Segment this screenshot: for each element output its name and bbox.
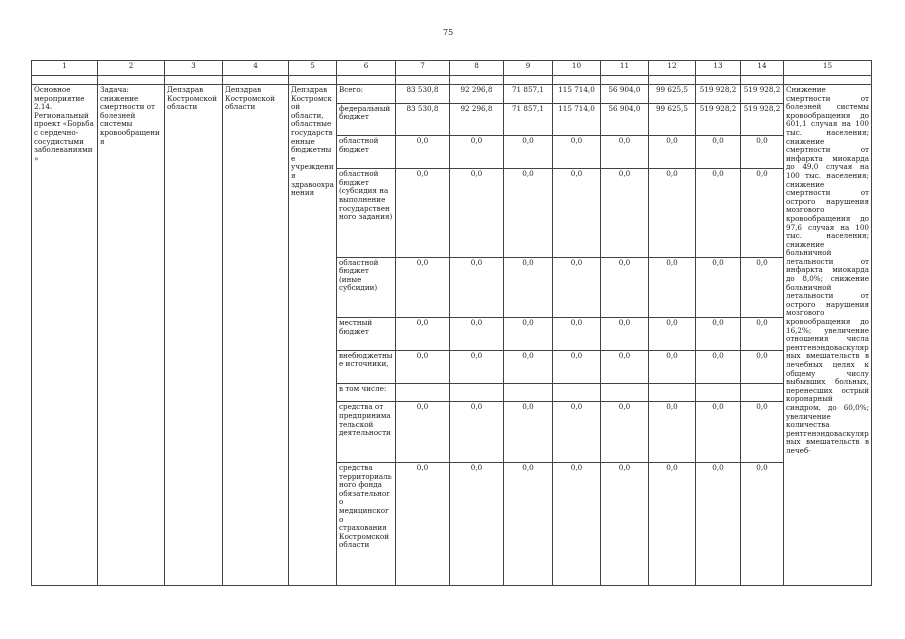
table-row	[32, 85, 872, 104]
value-cell: 56 904,0	[601, 85, 649, 104]
value-cell: 0,0	[649, 136, 696, 169]
source-label: внебюджетные источники,	[337, 350, 396, 383]
source-label: областной бюджет (иные субсидии)	[337, 257, 396, 318]
value-cell: 0,0	[450, 350, 504, 383]
value-cell	[741, 383, 784, 402]
header-cell: 6	[337, 61, 396, 76]
result-cell: Снижение смертности от болезней системы кровообращения до 601,1 случая на 100 тыс. населения; снижение смертности от инфаркта миокарда до 49,0 случая на 100 тыс. населения; снижение смертности от острого нарушения мозгового кровообращения до 97,6 случая на 100 тыс. населения; снижение больничной летальности от инфаркта миокарда до 8,0%; снижение больничной летальности от острого нарушения мозгового кровообращения до 16,2%; увеличение отношения числа рентгенэндоваскулярных вмешательств в лечебных целях к общему числу выбывших больных, перенесших острый коронарный синдром, до 60,0%; увеличение количества рентгенэндоваскулярных вмешательств в лечеб-	[784, 85, 872, 586]
value-cell: 0,0	[396, 402, 450, 463]
value-cell: 0,0	[741, 350, 784, 383]
value-cell: 92 296,8	[450, 85, 504, 104]
value-cell: 0,0	[741, 169, 784, 257]
value-cell: 0,0	[601, 257, 649, 318]
value-cell: 0,0	[649, 350, 696, 383]
value-cell: 0,0	[396, 136, 450, 169]
value-cell: 0,0	[504, 463, 553, 586]
value-cell: 0,0	[696, 318, 741, 351]
header-cell: 15	[784, 61, 872, 76]
value-cell: 0,0	[741, 257, 784, 318]
value-cell	[553, 383, 601, 402]
value-cell: 0,0	[741, 402, 784, 463]
value-cell: 0,0	[601, 169, 649, 257]
value-cell: 0,0	[649, 402, 696, 463]
value-cell: 0,0	[553, 318, 601, 351]
coordinator-cell: Депздрав Костромской области	[223, 85, 289, 586]
value-cell: 0,0	[504, 136, 553, 169]
activity-cell: Основное мероприятие 2.14. Региональный проект «Борьба с сердечно-сосудистыми заболеваниями»	[32, 85, 98, 586]
source-label: местный бюджет	[337, 318, 396, 351]
value-cell: 71 857,1	[504, 103, 553, 136]
value-cell	[450, 383, 504, 402]
header-cell: 4	[223, 61, 289, 76]
value-cell: 0,0	[553, 463, 601, 586]
source-label: Всего:	[337, 85, 396, 104]
header-row	[32, 61, 872, 76]
value-cell: 0,0	[696, 169, 741, 257]
value-cell: 0,0	[396, 350, 450, 383]
value-cell: 0,0	[601, 318, 649, 351]
source-label: областной бюджет (субсидия на выполнение государственного задания)	[337, 169, 396, 257]
executor-cell: Депздрав Костромской области	[165, 85, 223, 586]
spacer-row	[32, 76, 872, 85]
value-cell: 0,0	[450, 169, 504, 257]
value-cell: 0,0	[504, 402, 553, 463]
header-cell: 7	[396, 61, 450, 76]
value-cell: 0,0	[553, 136, 601, 169]
header-cell: 10	[553, 61, 601, 76]
value-cell: 71 857,1	[504, 85, 553, 104]
value-cell: 0,0	[696, 463, 741, 586]
value-cell: 519 928,2	[741, 103, 784, 136]
value-cell: 0,0	[696, 402, 741, 463]
header-cell: 11	[601, 61, 649, 76]
value-cell: 115 714,0	[553, 85, 601, 104]
header-cell: 14	[741, 61, 784, 76]
header-cell: 1	[32, 61, 98, 76]
header-cell: 9	[504, 61, 553, 76]
value-cell	[601, 383, 649, 402]
value-cell: 83 530,8	[396, 85, 450, 104]
source-label: федеральный бюджет	[337, 103, 396, 136]
value-cell: 0,0	[396, 169, 450, 257]
value-cell	[696, 383, 741, 402]
value-cell: 0,0	[450, 257, 504, 318]
value-cell: 0,0	[696, 350, 741, 383]
value-cell: 0,0	[504, 257, 553, 318]
value-cell: 0,0	[601, 402, 649, 463]
value-cell: 0,0	[601, 136, 649, 169]
value-cell	[396, 383, 450, 402]
value-cell: 0,0	[741, 318, 784, 351]
value-cell: 0,0	[601, 350, 649, 383]
value-cell: 0,0	[601, 463, 649, 586]
value-cell: 0,0	[450, 463, 504, 586]
value-cell: 99 625,5	[649, 85, 696, 104]
header-cell: 12	[649, 61, 696, 76]
value-cell: 0,0	[696, 136, 741, 169]
source-label: в том числе:	[337, 383, 396, 402]
value-cell: 0,0	[649, 463, 696, 586]
value-cell: 115 714,0	[553, 103, 601, 136]
value-cell: 0,0	[649, 169, 696, 257]
page-number: 75	[443, 28, 454, 37]
value-cell: 0,0	[553, 257, 601, 318]
value-cell: 0,0	[396, 463, 450, 586]
value-cell: 0,0	[741, 463, 784, 586]
header-cell: 5	[289, 61, 337, 76]
budget-table	[31, 60, 872, 586]
value-cell: 0,0	[504, 318, 553, 351]
source-label: областной бюджет	[337, 136, 396, 169]
value-cell: 0,0	[504, 169, 553, 257]
value-cell: 0,0	[450, 318, 504, 351]
value-cell: 0,0	[649, 318, 696, 351]
value-cell: 0,0	[396, 318, 450, 351]
source-label: средства территориального фонда обязательного медицинского страхования Костромской области	[337, 463, 396, 586]
header-cell: 13	[696, 61, 741, 76]
value-cell: 519 928,2	[696, 103, 741, 136]
header-cell: 8	[450, 61, 504, 76]
value-cell: 519 928,2	[741, 85, 784, 104]
value-cell: 0,0	[396, 257, 450, 318]
value-cell: 0,0	[696, 257, 741, 318]
value-cell: 0,0	[553, 350, 601, 383]
value-cell: 0,0	[741, 136, 784, 169]
value-cell: 519 928,2	[696, 85, 741, 104]
value-cell: 0,0	[553, 402, 601, 463]
value-cell: 92 296,8	[450, 103, 504, 136]
value-cell: 83 530,8	[396, 103, 450, 136]
task-cell: Задача: снижение смертности от болезней системы кровообращения	[98, 85, 165, 586]
value-cell: 0,0	[553, 169, 601, 257]
value-cell: 0,0	[450, 402, 504, 463]
value-cell: 0,0	[649, 257, 696, 318]
value-cell: 99 625,5	[649, 103, 696, 136]
source-label: средства от предпринимательской деятельности	[337, 402, 396, 463]
value-cell: 0,0	[504, 350, 553, 383]
value-cell	[649, 383, 696, 402]
value-cell: 56 904,0	[601, 103, 649, 136]
participants-cell: Депздрав Костромской области, областные государственные бюджетные учреждения здравоохранения	[289, 85, 337, 586]
header-cell: 2	[98, 61, 165, 76]
header-cell: 3	[165, 61, 223, 76]
value-cell	[504, 383, 553, 402]
value-cell: 0,0	[450, 136, 504, 169]
